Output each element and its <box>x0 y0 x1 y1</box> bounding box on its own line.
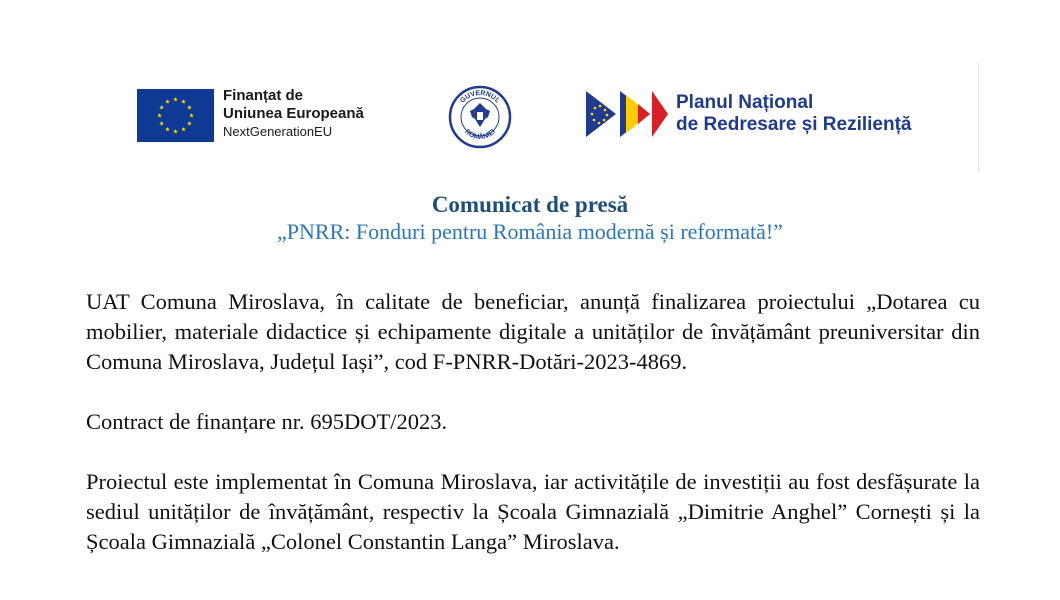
pnrr-line-2: de Redresare și Reziliență <box>676 114 912 135</box>
contract-paragraph: Contract de finanțare nr. 695DOT/2023. <box>86 409 448 434</box>
pnrr-line-1: Planul Național <box>676 92 814 113</box>
seal-bottom-text: ROMÂNIEI <box>463 128 497 142</box>
implementation-paragraph: Proiectul este implementat în Comuna Miroslava, iar activitățile de investiții au fost desfășurate la sediul unităților de învățământ, respectiv la Școala Gimnazială „Dimitrie Anghel” Cornești și la Școala Gimnazială „Colonel Constantin Langa” Miroslava. <box>86 469 980 554</box>
eu-star-icon <box>181 127 186 131</box>
pnrr-logo-icon <box>586 91 668 137</box>
eu-flag-icon <box>137 89 214 142</box>
logo-bar <box>0 0 1060 180</box>
eu-star-icon <box>189 113 194 117</box>
pnrr-label <box>676 92 912 136</box>
eu-funding-label <box>223 87 364 141</box>
government-seal-icon <box>448 85 512 149</box>
eu-star-icon <box>187 121 192 125</box>
eu-line-2: Uniunea Europeană <box>223 105 364 122</box>
eu-star-icon <box>173 97 178 101</box>
eu-star-icon <box>173 129 178 133</box>
eu-star-icon <box>159 121 164 125</box>
project-announcement-paragraph: UAT Comuna Miroslava, în calitate de beneficiar, anunță finalizarea proiectului „Dotarea cu mobilier, materiale didactice și echipamente digitale a unităților de învățământ preuniversitar din Comuna Miroslava, Județul Iași”, cod F-PNRR-Dotări-2023-4869. <box>86 289 980 374</box>
eu-star-icon <box>181 99 186 103</box>
eu-star-icon <box>165 127 170 131</box>
eu-star-icon <box>187 105 192 109</box>
seal-top-text: GUVERNUL <box>459 89 501 105</box>
eu-star-icon <box>157 113 162 117</box>
press-release-subtitle: „PNRR: Fonduri pentru România modernă și reformată!” <box>277 219 783 244</box>
eu-line-3: NextGenerationEU <box>223 124 333 139</box>
press-release-title: Comunicat de presă <box>431 192 629 217</box>
eu-star-icon <box>159 105 164 109</box>
eu-star-icon <box>165 99 170 103</box>
eu-line-1: Finanțat de <box>223 87 304 104</box>
